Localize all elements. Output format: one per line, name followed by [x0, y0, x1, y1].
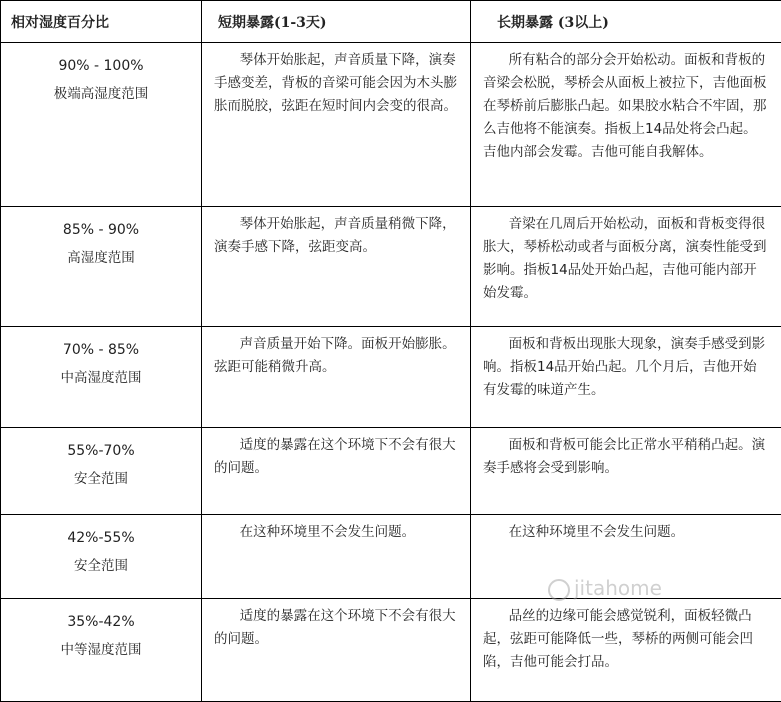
short-term-cell: [202, 515, 471, 599]
short-term-cell: [202, 43, 471, 207]
short-term-text: 适度的暴露在这个环境下不会有很大的问题。: [214, 605, 458, 651]
header-long-term: 长期暴露 (3以上): [471, 1, 781, 43]
range-value: 70% - 85%: [1, 339, 201, 361]
range-cell: [1, 599, 202, 702]
long-term-cell: [471, 515, 781, 599]
short-term-text: 在这种环境里不会发生问题。: [214, 521, 458, 544]
long-term-text: 面板和背板出现胀大现象，演奏手感受到影响。指板14品开始凸起。几个月后，吉他开始有发霉的味道产生。: [483, 333, 769, 402]
range-value: 42%-55%: [1, 527, 201, 549]
short-term-text: 适度的暴露在这个环境下不会有很大的问题。: [214, 434, 458, 480]
short-term-cell: [202, 207, 471, 327]
range-label: 中等湿度范围: [1, 639, 201, 661]
range-cell: [1, 207, 202, 327]
header-short-term: 短期暴露(1-3天): [202, 1, 471, 43]
range-value: 35%-42%: [1, 611, 201, 633]
long-term-cell: [471, 43, 781, 207]
short-term-cell: [202, 428, 471, 515]
range-value: 90% - 100%: [1, 55, 201, 77]
short-term-text: 声音质量开始下降。面板开始膨胀。弦距可能稍微升高。: [214, 333, 458, 379]
range-cell: [1, 43, 202, 207]
range-cell: [1, 327, 202, 428]
short-term-text: 琴体开始胀起，声音质量稍微下降，演奏手感下降，弦距变高。: [214, 213, 458, 259]
table-row: [1, 43, 781, 207]
long-term-text: 在这种环境里不会发生问题。: [483, 521, 769, 544]
header-humidity-percent: 相对湿度百分比: [1, 1, 202, 43]
range-label: 安全范围: [1, 468, 201, 490]
range-cell: [1, 515, 202, 599]
watermark-text: jitahome: [574, 576, 662, 600]
range-value: 85% - 90%: [1, 219, 201, 241]
long-term-text: 面板和背板可能会比正常水平稍稍凸起。演奏手感将会受到影响。: [483, 434, 769, 480]
short-term-text: 琴体开始胀起，声音质量下降，演奏手感变差，背板的音梁可能会因为木头膨胀而脱胶，弦距在短时间内会变的很高。: [214, 49, 458, 118]
table-header-row: [1, 1, 781, 43]
range-label: 极端高湿度范围: [1, 83, 201, 105]
table-row: [1, 515, 781, 599]
long-term-cell: [471, 599, 781, 702]
long-term-cell: [471, 327, 781, 428]
long-term-text: 音梁在几周后开始松动，面板和背板变得很胀大，琴桥松动或者与面板分离，演奏性能受到影响。指板14品处开始凸起，吉他可能内部开始发霉。: [483, 213, 769, 305]
table-row: [1, 207, 781, 327]
range-label: 中高湿度范围: [1, 367, 201, 389]
long-term-cell: [471, 428, 781, 515]
short-term-cell: [202, 599, 471, 702]
range-label: 安全范围: [1, 555, 201, 577]
table-row: [1, 599, 781, 702]
table-row: [1, 327, 781, 428]
long-term-text: 品丝的边缘可能会感觉锐利，面板轻微凸起，弦距可能降低一些，琴桥的两侧可能会凹陷，吉他可能会打品。: [483, 605, 769, 674]
range-label: 高湿度范围: [1, 247, 201, 269]
range-cell: [1, 428, 202, 515]
long-term-cell: [471, 207, 781, 327]
short-term-cell: [202, 327, 471, 428]
range-value: 55%-70%: [1, 440, 201, 462]
long-term-text: 所有粘合的部分会开始松动。面板和背板的音梁会松脱，琴桥会从面板上被拉下，吉他面板在琴桥前后膨胀凸起。如果胶水粘合不牢固，那么吉他将不能演奏。指板上14品处将会凸起。吉他内部会发霉。吉他可能自我解体。: [483, 49, 769, 164]
table-row: [1, 428, 781, 515]
